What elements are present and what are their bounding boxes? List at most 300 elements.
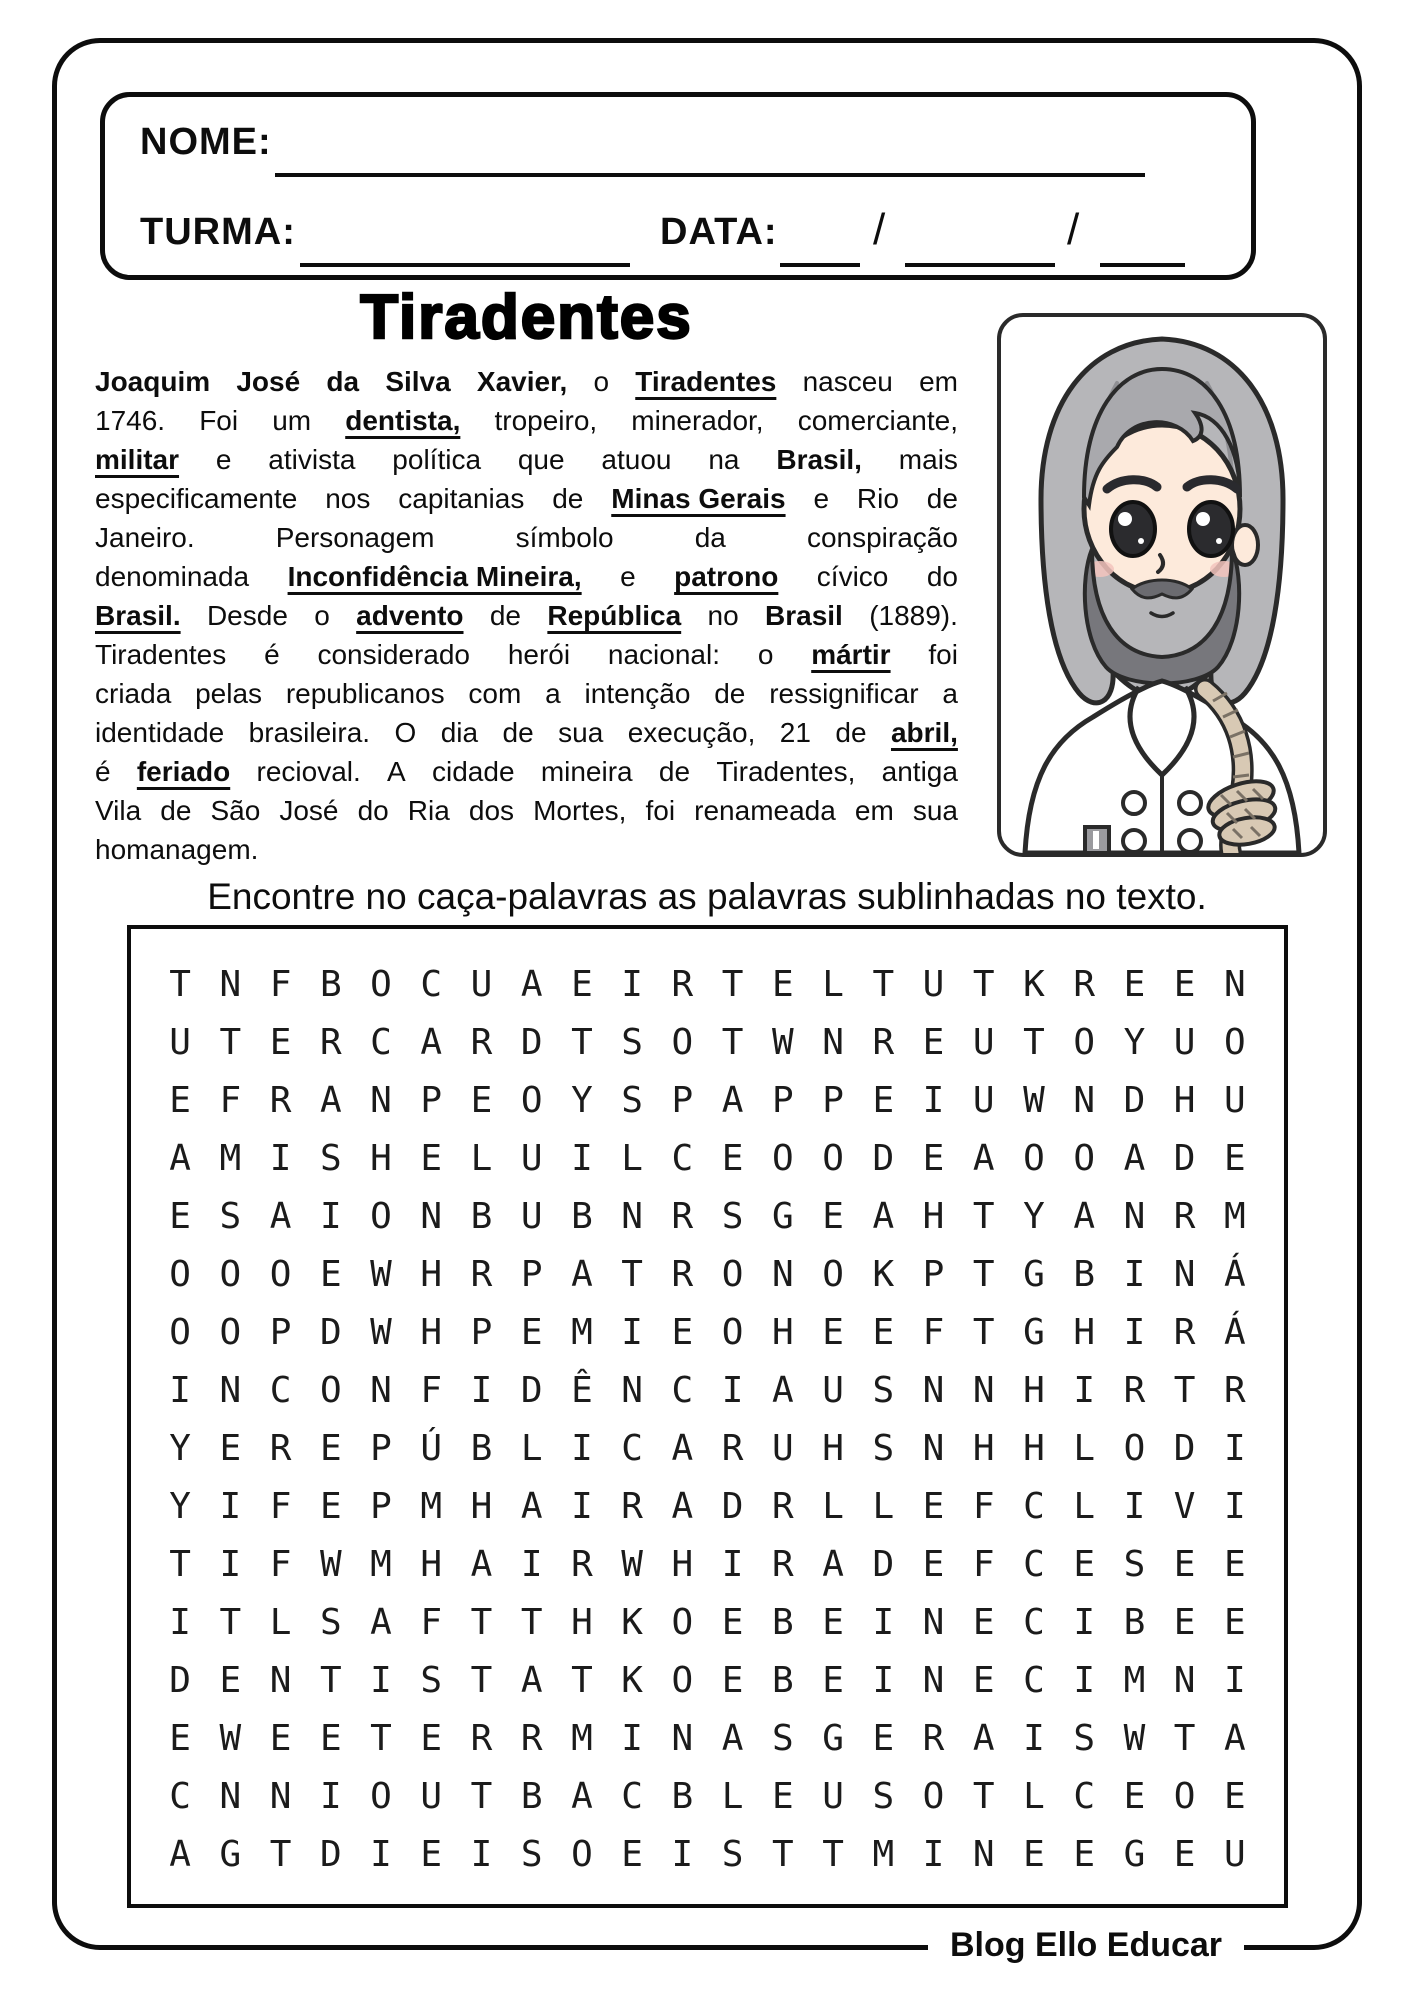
wordsearch-letter: I <box>169 1601 191 1643</box>
paragraph-word: 1746. <box>95 405 166 436</box>
wordsearch-letter: E <box>169 1717 191 1759</box>
wordsearch-letter: I <box>922 1833 945 1875</box>
wordsearch-letter: A <box>972 1717 995 1759</box>
paragraph-word: tropeiro, <box>494 405 598 436</box>
wordsearch-letter: L <box>1073 1427 1096 1469</box>
paragraph-word: Vila <box>95 795 142 826</box>
wordsearch-letter: T <box>470 1601 493 1643</box>
paragraph-word: do <box>357 795 389 826</box>
paragraph-word: 21 <box>779 717 811 748</box>
wordsearch-letter: Á <box>1224 1311 1246 1353</box>
wordsearch-letter: A <box>319 1079 342 1121</box>
wordsearch-letter: S <box>1123 1543 1146 1585</box>
paragraph-line <box>95 674 958 713</box>
wordsearch-letter: M <box>219 1137 242 1179</box>
wordsearch-letter: I <box>872 1601 895 1643</box>
paragraph-line <box>95 401 958 440</box>
paragraph-word: mineira <box>540 756 633 787</box>
wordsearch-letter: U <box>169 1021 191 1063</box>
wordsearch-letter: T <box>269 1833 292 1875</box>
paragraph-line <box>95 557 958 596</box>
wordsearch-letter: L <box>1073 1485 1096 1527</box>
wordsearch-letter: C <box>169 1775 191 1817</box>
paragraph-word: nacional: <box>607 639 720 670</box>
wordsearch-letter: S <box>219 1195 242 1237</box>
paragraph-word: em <box>919 366 958 397</box>
wordsearch-letter: N <box>219 963 242 1005</box>
paragraph-word: Inconfidência Mineira, <box>287 561 582 592</box>
wordsearch-row <box>155 1535 1260 1593</box>
wordsearch-letter: L <box>1023 1775 1045 1817</box>
data-label: DATA: <box>660 211 778 253</box>
paragraph-word: herói <box>507 639 571 670</box>
wordsearch-letter: E <box>1173 963 1196 1005</box>
wordsearch-letter: A <box>771 1369 794 1411</box>
wordsearch-letter: I <box>370 1659 392 1701</box>
wordsearch-letter: Ú <box>420 1427 443 1469</box>
wordsearch-letter: W <box>319 1543 342 1585</box>
wordsearch-letter: Y <box>1023 1195 1045 1237</box>
paragraph-word: Tiradentes <box>95 639 227 670</box>
wordsearch-letter: R <box>621 1485 643 1527</box>
wordsearch-letter: H <box>420 1543 443 1585</box>
wordsearch-letter: W <box>370 1253 392 1295</box>
wordsearch-letter: O <box>370 963 392 1005</box>
wordsearch-letter: G <box>1023 1253 1045 1295</box>
wordsearch-grid <box>127 925 1288 1908</box>
wordsearch-letter: C <box>1073 1775 1096 1817</box>
paragraph-word: cidade <box>432 756 515 787</box>
wordsearch-letter: E <box>169 1195 191 1237</box>
wordsearch-letter: R <box>1224 1369 1246 1411</box>
wordsearch-letter: T <box>771 1833 794 1875</box>
wordsearch-letter: A <box>520 1659 543 1701</box>
wordsearch-letter: E <box>721 1137 744 1179</box>
wordsearch-letter: E <box>420 1833 443 1875</box>
wordsearch-letter: E <box>1123 963 1146 1005</box>
wordsearch-letter: U <box>470 963 493 1005</box>
wordsearch-letter: K <box>621 1659 643 1701</box>
paragraph-word: Foi <box>199 405 239 436</box>
paragraph-word: foi <box>928 639 958 670</box>
wordsearch-letter: O <box>571 1833 593 1875</box>
wordsearch-letter: G <box>1023 1311 1045 1353</box>
wordsearch-letter: V <box>1173 1485 1196 1527</box>
wordsearch-letter: I <box>1224 1427 1246 1469</box>
wordsearch-letter: K <box>621 1601 643 1643</box>
wordsearch-letter: E <box>420 1137 443 1179</box>
paragraph-word: de <box>714 678 746 709</box>
paragraph-word: e <box>813 483 830 514</box>
wordsearch-letter: E <box>1023 1833 1045 1875</box>
wordsearch-letter: S <box>872 1427 895 1469</box>
wordsearch-letter: I <box>721 1369 744 1411</box>
paragraph-word: símbolo <box>515 522 614 553</box>
wordsearch-letter: O <box>671 1601 694 1643</box>
wordsearch-letter: H <box>1073 1311 1096 1353</box>
wordsearch-letter: C <box>420 963 443 1005</box>
data-year-line <box>1100 263 1185 267</box>
wordsearch-letter: E <box>771 963 794 1005</box>
wordsearch-letter: R <box>571 1543 593 1585</box>
wordsearch-letter: B <box>520 1775 543 1817</box>
wordsearch-letter: O <box>219 1311 242 1353</box>
wordsearch-letter: C <box>621 1775 643 1817</box>
wordsearch-letter: I <box>1073 1601 1096 1643</box>
wordsearch-letter: E <box>771 1775 794 1817</box>
wordsearch-letter: H <box>822 1427 844 1469</box>
wordsearch-letter: E <box>420 1717 443 1759</box>
paragraph-word: criada <box>95 678 172 709</box>
wordsearch-letter: M <box>571 1717 593 1759</box>
wordsearch-letter: Y <box>169 1485 191 1527</box>
wordsearch-letter: C <box>671 1369 694 1411</box>
wordsearch-letter: C <box>370 1021 392 1063</box>
paragraph-word: São <box>210 795 261 826</box>
wordsearch-letter: A <box>972 1137 995 1179</box>
wordsearch-letter: U <box>972 1021 995 1063</box>
wordsearch-letter: I <box>571 1427 593 1469</box>
wordsearch-letter: T <box>571 1021 593 1063</box>
wordsearch-letter: U <box>520 1195 543 1237</box>
wordsearch-row <box>155 1419 1260 1477</box>
wordsearch-letter: A <box>822 1543 844 1585</box>
wordsearch-letter: O <box>520 1079 543 1121</box>
turma-label: TURMA: <box>140 211 296 253</box>
wordsearch-letter: I <box>571 1137 593 1179</box>
wordsearch-letter: I <box>1123 1253 1146 1295</box>
paragraph-word: Tiradentes, <box>716 756 856 787</box>
wordsearch-letter: O <box>1023 1137 1045 1179</box>
wordsearch-letter: A <box>721 1079 744 1121</box>
wordsearch-letter: H <box>1173 1079 1196 1121</box>
paragraph-word: militar <box>95 444 180 475</box>
wordsearch-letter: C <box>1023 1659 1045 1701</box>
paragraph-word: nos <box>325 483 371 514</box>
wordsearch-letter: S <box>420 1659 443 1701</box>
wordsearch-letter: D <box>520 1021 543 1063</box>
wordsearch-letter: O <box>169 1311 191 1353</box>
wordsearch-letter: U <box>1224 1833 1246 1875</box>
paragraph-word: dos <box>468 795 515 826</box>
wordsearch-letter: L <box>470 1137 493 1179</box>
wordsearch-letter: N <box>219 1775 242 1817</box>
wordsearch-letter: W <box>1023 1079 1045 1121</box>
wordsearch-letter: C <box>1023 1485 1045 1527</box>
wordsearch-letter: Á <box>1224 1253 1246 1295</box>
wordsearch-letter: D <box>1123 1079 1146 1121</box>
wordsearch-letter: D <box>169 1659 191 1701</box>
wordsearch-letter: H <box>420 1311 443 1353</box>
paragraph-word: República <box>547 600 682 631</box>
wordsearch-letter: W <box>771 1021 794 1063</box>
paragraph-word: de <box>835 717 867 748</box>
wordsearch-letter: R <box>922 1717 945 1759</box>
wordsearch-letter: O <box>370 1195 392 1237</box>
wordsearch-letter: E <box>269 1021 292 1063</box>
wordsearch-row <box>155 1651 1260 1709</box>
wordsearch-letter: R <box>872 1021 895 1063</box>
wordsearch-letter: P <box>520 1253 543 1295</box>
paragraph-word: no <box>707 600 739 631</box>
wordsearch-letter: B <box>1123 1601 1146 1643</box>
wordsearch-letter: T <box>872 963 895 1005</box>
wordsearch-letter: E <box>671 1311 694 1353</box>
paragraph-word: de <box>489 600 522 631</box>
paragraph-word: Minas Gerais <box>611 483 786 514</box>
wordsearch-letter: S <box>520 1833 543 1875</box>
wordsearch-letter: R <box>470 1021 493 1063</box>
paragraph-word: a <box>545 678 561 709</box>
wordsearch-letter: C <box>621 1427 643 1469</box>
wordsearch-letter: R <box>671 1253 694 1295</box>
wordsearch-row <box>155 955 1260 1013</box>
wordsearch-letter: T <box>169 1543 191 1585</box>
wordsearch-row <box>155 1709 1260 1767</box>
wordsearch-letter: E <box>319 1485 342 1527</box>
wordsearch-letter: R <box>1073 963 1096 1005</box>
wordsearch-letter: N <box>269 1659 292 1701</box>
wordsearch-letter: O <box>822 1253 844 1295</box>
wordsearch-letter: S <box>872 1369 895 1411</box>
wordsearch-letter: N <box>219 1369 242 1411</box>
wordsearch-letter: I <box>671 1833 694 1875</box>
wordsearch-letter: B <box>771 1659 794 1701</box>
paragraph-word: Xavier, <box>476 366 568 397</box>
wordsearch-letter: I <box>1224 1659 1246 1701</box>
wordsearch-letter: I <box>721 1543 744 1585</box>
paragraph-word: execução, <box>627 717 756 748</box>
paragraph-word: dia <box>440 717 479 748</box>
wordsearch-letter: N <box>922 1427 945 1469</box>
paragraph-word: Joaquim <box>95 366 211 397</box>
paragraph-word: mais <box>898 444 958 475</box>
data-month-line <box>905 263 1055 267</box>
wordsearch-letter: A <box>671 1427 694 1469</box>
paragraph-word: republicanos <box>285 678 445 709</box>
wordsearch-letter: T <box>721 1021 744 1063</box>
wordsearch-row <box>155 1071 1260 1129</box>
paragraph-word: comerciante, <box>797 405 958 436</box>
wordsearch-letter: P <box>420 1079 443 1121</box>
paragraph-word: José <box>279 795 339 826</box>
wordsearch-letter: E <box>1073 1833 1096 1875</box>
wordsearch-letter: B <box>571 1195 593 1237</box>
paragraph-word: advento <box>356 600 464 631</box>
wordsearch-letter: Ê <box>571 1369 593 1411</box>
paragraph-word: um <box>272 405 312 436</box>
wordsearch-letter: K <box>1023 963 1045 1005</box>
wordsearch-letter: P <box>922 1253 945 1295</box>
wordsearch-letter: A <box>872 1195 895 1237</box>
wordsearch-letter: A <box>470 1543 493 1585</box>
wordsearch-letter: R <box>1173 1311 1196 1353</box>
wordsearch-letter: R <box>671 1195 694 1237</box>
paragraph-word: Janeiro. <box>95 522 195 553</box>
wordsearch-letter: D <box>520 1369 543 1411</box>
wordsearch-letter: H <box>671 1543 694 1585</box>
wordsearch-letter: N <box>269 1775 292 1817</box>
wordsearch-letter: I <box>1123 1311 1146 1353</box>
wordsearch-letter: F <box>972 1543 995 1585</box>
paragraph-line <box>95 635 958 674</box>
paragraph-line <box>95 518 958 557</box>
wordsearch-letter: R <box>319 1021 342 1063</box>
wordsearch-letter: E <box>721 1601 744 1643</box>
paragraph-line <box>95 596 958 635</box>
wordsearch-letter: O <box>219 1253 242 1295</box>
paragraph-word: Rio <box>856 483 899 514</box>
paragraph-word: especificamente <box>95 483 298 514</box>
wordsearch-letter: E <box>1173 1543 1196 1585</box>
wordsearch-letter: O <box>1123 1427 1146 1469</box>
wordsearch-letter: N <box>370 1369 392 1411</box>
paragraph-word: é <box>95 756 111 787</box>
wordsearch-row <box>155 1825 1260 1883</box>
wordsearch-letter: O <box>319 1369 342 1411</box>
wordsearch-letter: M <box>420 1485 443 1527</box>
wordsearch-letter: G <box>822 1717 844 1759</box>
wordsearch-letter: N <box>822 1021 844 1063</box>
wordsearch-letter: R <box>470 1253 493 1295</box>
paragraph-word: Brasil <box>765 600 843 631</box>
wordsearch-row <box>155 1129 1260 1187</box>
wordsearch-letter: E <box>169 1079 191 1121</box>
wordsearch-letter: D <box>872 1543 895 1585</box>
wordsearch-letter: H <box>1023 1369 1045 1411</box>
wordsearch-letter: T <box>571 1659 593 1701</box>
wordsearch-letter: I <box>319 1775 342 1817</box>
paragraph-word: identidade <box>95 717 225 748</box>
wordsearch-letter: O <box>771 1137 794 1179</box>
wordsearch-letter: Y <box>1123 1021 1146 1063</box>
date-slash-1: / <box>873 205 886 254</box>
paragraph-word: é <box>264 639 280 670</box>
wordsearch-letter: A <box>169 1833 191 1875</box>
paragraph-line <box>95 713 958 752</box>
wordsearch-letter: S <box>621 1021 643 1063</box>
paragraph-word: de <box>926 483 958 514</box>
wordsearch-letter: O <box>1073 1137 1096 1179</box>
wordsearch-letter: I <box>470 1369 493 1411</box>
paragraph-word: (1889). <box>869 600 958 631</box>
wordsearch-letter: H <box>1023 1427 1045 1469</box>
wordsearch-letter: U <box>822 1369 844 1411</box>
wordsearch-letter: O <box>1173 1775 1196 1817</box>
paragraph-word: com <box>468 678 522 709</box>
wordsearch-row <box>155 1477 1260 1535</box>
paragraph-word: na <box>708 444 740 475</box>
wordsearch-letter: I <box>1023 1717 1045 1759</box>
paragraph-word: brasileira. <box>248 717 371 748</box>
wordsearch-letter: N <box>1173 1659 1196 1701</box>
wordsearch-letter: N <box>370 1079 392 1121</box>
paragraph-word: homanagem. <box>95 834 259 865</box>
wordsearch-letter: H <box>370 1137 392 1179</box>
wordsearch-letter: F <box>420 1369 443 1411</box>
paragraph-word: intenção <box>584 678 691 709</box>
wordsearch-letter: E <box>1123 1775 1146 1817</box>
wordsearch-letter: S <box>872 1775 895 1817</box>
wordsearch-letter: N <box>922 1659 945 1701</box>
wordsearch-letter: O <box>721 1253 744 1295</box>
data-day-line <box>780 263 860 267</box>
wordsearch-letter: U <box>922 963 945 1005</box>
paragraph-word: patrono <box>674 561 779 592</box>
paragraph-word: foi <box>645 795 676 826</box>
wordsearch-letter: E <box>872 1717 895 1759</box>
article-paragraph <box>95 362 958 869</box>
wordsearch-letter: A <box>420 1021 443 1063</box>
wordsearch-letter: F <box>420 1601 443 1643</box>
paragraph-word: conspiração <box>806 522 958 553</box>
paragraph-word: mártir <box>811 639 891 670</box>
wordsearch-letter: O <box>1224 1021 1246 1063</box>
wordsearch-letter: D <box>721 1485 744 1527</box>
paragraph-word: nasceu <box>802 366 893 397</box>
wordsearch-letter: L <box>621 1137 643 1179</box>
wordsearch-letter: N <box>621 1369 643 1411</box>
wordsearch-letter: I <box>219 1543 242 1585</box>
wordsearch-letter: F <box>219 1079 242 1121</box>
paragraph-word: o <box>757 639 774 670</box>
wordsearch-letter: E <box>922 1485 945 1527</box>
wordsearch-row <box>155 1013 1260 1071</box>
paragraph-word: da <box>694 522 726 553</box>
wordsearch-letter: C <box>1023 1601 1045 1643</box>
wordsearch-letter: R <box>269 1427 292 1469</box>
wordsearch-letter: O <box>269 1253 292 1295</box>
wordsearch-letter: E <box>822 1601 844 1643</box>
wordsearch-letter: E <box>319 1253 342 1295</box>
tiradentes-portrait <box>997 313 1327 857</box>
paragraph-word: Desde <box>206 600 288 631</box>
wordsearch-letter: T <box>972 1775 995 1817</box>
wordsearch-letter: H <box>972 1427 995 1469</box>
paragraph-word: de <box>160 795 192 826</box>
wordsearch-letter: F <box>269 1543 292 1585</box>
wordsearch-letter: O <box>370 1775 392 1817</box>
paragraph-word: O <box>394 717 417 748</box>
paragraph-word: política <box>392 444 482 475</box>
wordsearch-letter: T <box>621 1253 643 1295</box>
wordsearch-letter: E <box>1224 1543 1246 1585</box>
footer-credit: Blog Ello Educar <box>928 1926 1244 1965</box>
wordsearch-letter: I <box>370 1833 392 1875</box>
wordsearch-letter: W <box>219 1717 242 1759</box>
wordsearch-letter: N <box>1173 1253 1196 1295</box>
paragraph-word: ativista <box>268 444 356 475</box>
wordsearch-letter: C <box>1023 1543 1045 1585</box>
wordsearch-letter: P <box>771 1079 794 1121</box>
paragraph-word: capitanias <box>398 483 525 514</box>
wordsearch-letter: L <box>822 963 844 1005</box>
wordsearch-letter: T <box>721 963 744 1005</box>
paragraph-word: Tiradentes <box>635 366 777 397</box>
nome-label: NOME: <box>140 121 272 163</box>
wordsearch-letter: L <box>822 1485 844 1527</box>
paragraph-word: dentista, <box>345 405 461 436</box>
wordsearch-letter: R <box>771 1485 794 1527</box>
wordsearch-letter: H <box>771 1311 794 1353</box>
wordsearch-letter: A <box>571 1253 593 1295</box>
wordsearch-letter: T <box>1023 1021 1045 1063</box>
paragraph-word: minerador, <box>631 405 764 436</box>
wordsearch-letter: T <box>470 1659 493 1701</box>
wordsearch-letter: A <box>1073 1195 1096 1237</box>
paragraph-word: do <box>926 561 958 592</box>
wordsearch-letter: A <box>571 1775 593 1817</box>
